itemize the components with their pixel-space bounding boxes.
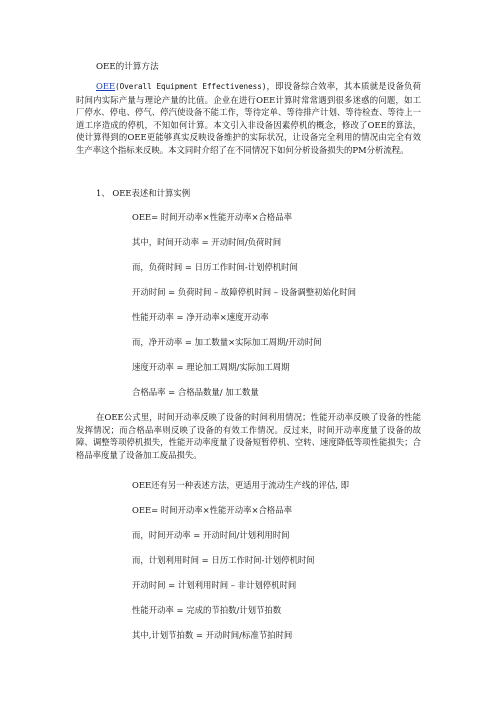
formula-line: 其中，时间开动率 = 开动时间/负荷时间 xyxy=(132,237,282,247)
formula-line: 其中,计划节拍数 = 开动时间/标准节拍时间 xyxy=(132,630,293,640)
document-title: OEE的计算方法 xyxy=(96,62,159,72)
formula-line: OEE= 时间开动率×性能开动率×合格品率 xyxy=(132,505,293,515)
formula-line: OEE= 时间开动率×性能开动率×合格品率 xyxy=(132,212,293,222)
formula-line: 性能开动率 = 净开动率×速度开动率 xyxy=(132,312,269,322)
intro-paragraph xyxy=(76,80,421,157)
formula-line: 而，净开动率 = 加工数量×实际加工周期/开动时间 xyxy=(132,337,322,347)
formula-line: 而，计划利用时间 = 日历工作时间-计划停机时间 xyxy=(132,555,315,565)
formula-line: 而，负荷时间 = 日历工作时间-计划停机时间 xyxy=(132,262,298,272)
formula-line: 开动时间 = 负荷时间 – 故障停机时间 – 设备调整初始化时间 xyxy=(132,287,356,297)
formula-line: 性能开动率 = 完成的节拍数/计划节拍数 xyxy=(132,605,282,615)
oee-english-name: (Overall Equipment Effectiveness) xyxy=(115,82,267,91)
oee-link[interactable]: OEE xyxy=(96,81,116,91)
formula-line: 开动时间 = 计划利用时间 – 非计划停机时间 xyxy=(132,580,297,590)
explanation-paragraph: 在OEE公式里，时间开动率反映了设备的时间利用情况；性能开动率反映了设备的性能发挥情况；而合格品率则反映了设备的有效工作情况。反过来，时间开动率度量了设备的故障、调整等项停机损失，性能开动率度量了设备短暂停机、空转、速度降低等项性能损失；合格品率度量了设备加工废品损失。 xyxy=(76,412,421,460)
formula-line: 而，时间开动率 = 开动时间/计划利用时间 xyxy=(132,530,290,540)
formula-line: OEE还有另一种表述方法，更适用于流动生产线的评估, 即 xyxy=(132,480,350,490)
formula-line: 合格品率 = 合格品数量/ 加工数量 xyxy=(132,387,259,397)
intro-text: ，即设备综合效率，其本质就是设备负荷时间内实际产量与理论产量的比值。企业在进行OEE计算时常常遇到很多迷惑的问题，如工厂停水、停电、停气、停汽使设备不能工作，等待定单、等待排产计划、等待检查、等待上一道工序造成的停机，不知如何计算。本文引入非设备因素停机的概念，修改了OEE的算法，使计算得到的OEE更能够真实反映设备维护的实际状况，让设备完全利用的情况由完全有效生产率这个指标来反映。本文同时介绍了在不同情况下如何分析设备损失的PM分析流程。 xyxy=(76,81,422,155)
formula-line: 速度开动率 = 理论加工周期/实际加工周期 xyxy=(132,362,290,372)
section-heading-1: 1、 OEE表述和计算实例 xyxy=(96,188,191,198)
